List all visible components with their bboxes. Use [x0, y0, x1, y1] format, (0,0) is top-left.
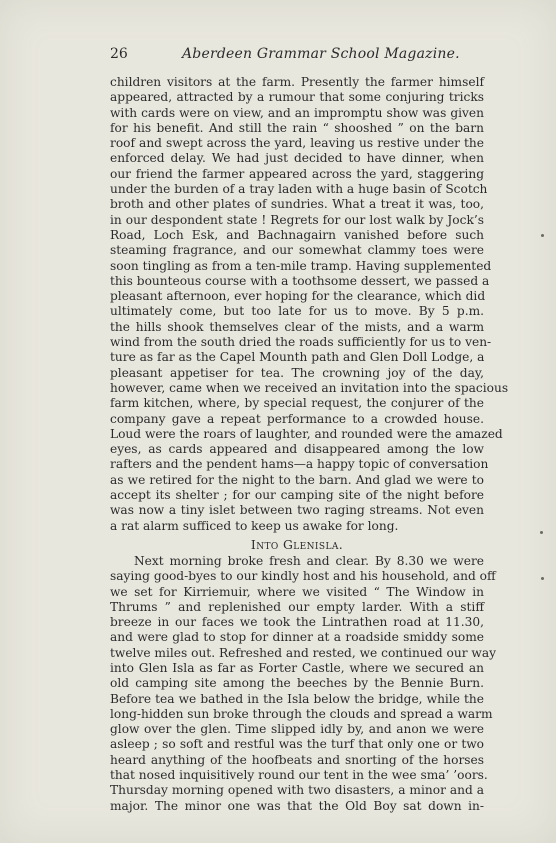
- article-body: [110, 75, 509, 814]
- text-line: eyes, as cards appeared and disappeared among the low: [110, 442, 484, 457]
- text-line: Next morning broke fresh and clear. By 8.30 we were: [134, 553, 484, 568]
- text-line: the hills shook themselves clear of the mists, and a warm: [110, 319, 484, 334]
- text-line: roof and swept across the yard, leaving us restive under the: [110, 136, 484, 151]
- text-line: company gave a repeat performance to a crowded house.: [110, 411, 484, 426]
- running-header: [110, 46, 484, 68]
- text-line: farm kitchen, where, by special request, the conjurer of the: [110, 396, 484, 411]
- text-line: twelve miles out. Refreshed and rested, we continued our way: [110, 645, 496, 660]
- text-line: appeared, attracted by a rumour that some conjuring tricks: [110, 90, 484, 105]
- text-line: with cards were on view, and an impromptu show was given: [110, 105, 484, 120]
- text-line: wind from the south dried the roads sufficiently for us to ven-: [110, 335, 492, 350]
- text-line: breeze in our faces we took the Lintrathen road at 11.30,: [110, 615, 484, 630]
- paper-speck: [541, 234, 544, 237]
- text-line: and were glad to stop for dinner at a roadside smiddy some: [110, 630, 484, 645]
- text-line: our friend the farmer appeared across the yard, staggering: [110, 166, 484, 181]
- page-number: 26: [110, 46, 128, 62]
- text-line: pleasant appetiser for tea. The crowning joy of the day,: [110, 365, 484, 380]
- text-line: steaming fragrance, and our somewhat clammy toes were: [110, 243, 484, 258]
- text-line: saying good-byes to our kindly host and his household, and off: [110, 569, 496, 584]
- text-line: as we retired for the night to the barn. And glad we were to: [110, 472, 484, 487]
- text-line: Before tea we bathed in the Isla below the bridge, while the: [110, 691, 484, 706]
- paragraph-1: [110, 75, 509, 534]
- text-line: a rat alarm sufficed to keep us awake for long.: [110, 518, 399, 533]
- text-line: this bounteous course with a toothsome dessert, we passed a: [110, 273, 490, 288]
- text-line: for his benefit. And still the rain “ shooshed ” on the barn: [110, 120, 484, 135]
- text-line: asleep ; so soft and restful was the turf that only one or two: [110, 737, 484, 752]
- text-line: under the burden of a tray laden with a huge basin of Scotch: [110, 182, 488, 197]
- text-line: glow over the glen. Time slipped idly by, and anon we were: [110, 722, 484, 737]
- text-line: Thrums ” and replenished our empty larder. With a stiff: [110, 599, 484, 614]
- paragraph-2: [110, 553, 496, 814]
- text-line: long-hidden sun broke through the clouds and spread a warm: [110, 706, 493, 721]
- text-line: into Glen Isla as far as Forter Castle, where we secured an: [110, 660, 484, 675]
- text-line: accept its shelter ; for our camping site of the night before: [110, 488, 484, 503]
- text-line: ultimately come, but too late for us to move. By 5 p.m.: [110, 304, 484, 319]
- text-line: rafters and the pendent hams—a happy topic of conversation: [110, 457, 489, 472]
- text-line: we set for Kirriemuir, where we visited “ The Window in: [110, 584, 484, 599]
- text-line: Thursday morning opened with two disasters, a minor and a: [110, 783, 484, 798]
- paper-speck: [540, 531, 543, 534]
- text-line: enforced delay. We had just decided to have dinner, when: [110, 151, 484, 166]
- text-line: broth and other plates of sundries. What a treat it was, too,: [110, 197, 484, 212]
- text-line: Loud were the roars of laughter, and rounded were the amazed: [110, 426, 503, 441]
- text-line: in our despondent state ! Regrets for our lost walk by Jock’s: [110, 212, 484, 227]
- text-line: old camping site among the beeches by the Bennie Burn.: [110, 676, 484, 691]
- text-line: soon tingling as from a ten-mile tramp. Having supplemented: [110, 258, 492, 273]
- text-line: Road, Loch Esk, and Bachnagairn vanished before such: [110, 227, 484, 242]
- text-line: ture as far as the Capel Mounth path and Glen Doll Lodge, a: [110, 350, 485, 365]
- text-line: heard anything of the hoofbeats and snorting of the horses: [110, 752, 484, 767]
- text-line: that nosed inquisitively round our tent in the wee sma’ ’oors.: [110, 768, 488, 783]
- section-heading: Into Glenisla.: [250, 536, 344, 552]
- paper-speck: [541, 577, 544, 580]
- text-line: children visitors at the farm. Presently the farmer himself: [110, 75, 484, 89]
- magazine-title: Aberdeen Grammar School Magazine.: [182, 46, 460, 62]
- text-line: major. The minor one was that the Old Boy sat down in-: [110, 798, 484, 813]
- text-line: was now a tiny islet between two raging streams. Not even: [110, 503, 484, 518]
- text-line: pleasant afternoon, ever hoping for the clearance, which did: [110, 289, 486, 304]
- text-line: however, came when we received an invitation into the spacious: [110, 380, 509, 395]
